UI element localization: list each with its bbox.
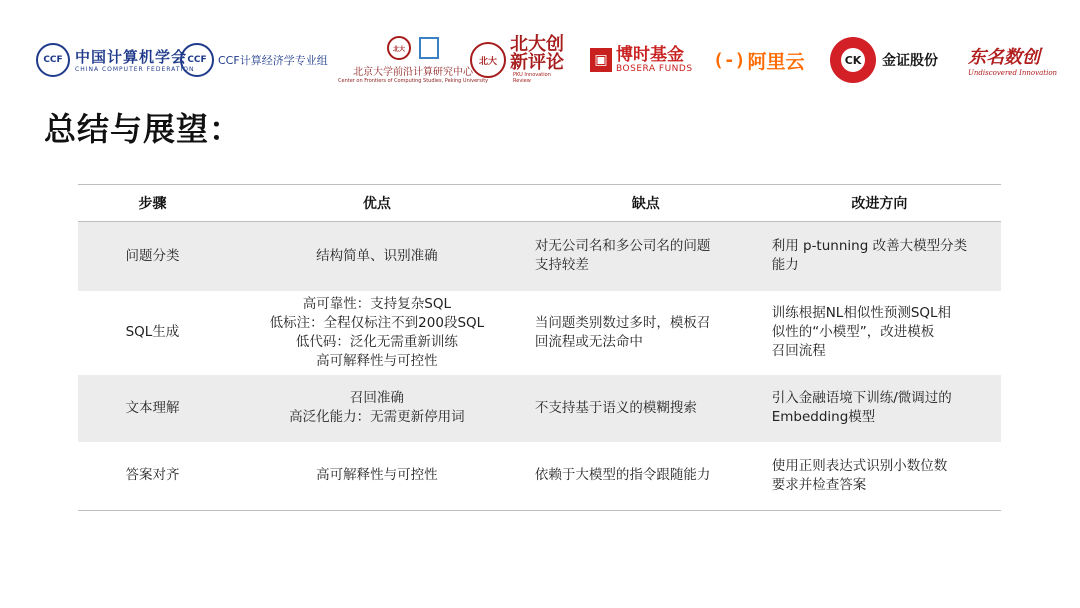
cell-step: 问题分类: [78, 222, 227, 291]
cell-cons: [527, 291, 766, 375]
bosera-logo: [590, 32, 693, 88]
pros-line: 低标注：全程仅标注不到200段SQL: [269, 314, 485, 331]
cell-improve: [766, 375, 1001, 442]
bosera-name: 博时基金: [616, 45, 684, 65]
cons-line: 回流程或无法命中: [534, 333, 643, 350]
ccfe-logo: [180, 32, 328, 88]
improve-line: 利用 p-tunning 改善大模型分类: [771, 238, 968, 255]
pros-line: 高可靠性：支持复杂SQL: [302, 295, 452, 312]
table-row: [78, 291, 1001, 375]
cell-pros: [227, 442, 527, 511]
pku-review-seal-icon: 北大: [470, 42, 506, 78]
pku-review-sub: PKU Innovation Review: [513, 72, 551, 84]
cons-line: 对无公司名和多公司名的问题: [534, 238, 711, 255]
cell-cons: [527, 442, 766, 511]
cons-line: 当问题类别数过多时，模板召: [534, 314, 711, 331]
aliyun-logo: [713, 32, 805, 88]
improve-line: Embedding模型: [771, 409, 876, 425]
cell-cons: [527, 222, 766, 291]
pros-line: 结构简单、识别准确: [316, 247, 438, 264]
jinzheng-mark-icon: CK: [830, 37, 876, 83]
ccfe-seal-icon: CCF: [180, 43, 214, 77]
pku-review-logo: [470, 32, 570, 88]
improve-line: 引入金融语境下训练/微调过的: [771, 390, 952, 406]
header-pros: 优点: [227, 185, 527, 222]
cell-step: 文本理解: [78, 375, 227, 442]
pku-frontier-logo: [338, 32, 488, 88]
cons-line: 不支持基于语义的模糊搜索: [534, 399, 697, 416]
improve-line: 使用正则表达式识别小数位数: [771, 457, 948, 474]
improve-line: 训练根据NL相似性预测SQL相: [771, 305, 952, 321]
pku-seal-icon: 北大: [387, 36, 411, 60]
ccf-logo: [36, 32, 194, 88]
aliyun-name: 阿里云: [747, 50, 805, 73]
aliyun-mark-icon: (-): [713, 49, 746, 71]
logo-strip: [30, 32, 1060, 92]
cell-step: 答案对齐: [78, 442, 227, 511]
cell-improve: [766, 442, 1001, 511]
ccfe-name: CCF计算经济学专业组: [218, 54, 328, 67]
pros-line: 高可解释性与可控性: [316, 467, 438, 484]
cell-cons: [527, 375, 766, 442]
cell-improve: [766, 291, 1001, 375]
bosera-mark-icon: ▣: [590, 48, 612, 72]
table-header-row: [78, 185, 1001, 222]
cell-step: SQL生成: [125, 324, 180, 340]
frontier-mark-icon: [419, 37, 439, 59]
cons-line: 支持较差: [534, 257, 589, 274]
cell-improve: [766, 222, 1001, 291]
improve-line: 似性的“小模型”，改进模板: [771, 324, 935, 340]
improve-line: 要求并检查答案: [771, 476, 867, 493]
cons-line: 依赖于大模型的指令跟随能力: [534, 467, 711, 484]
ccf-name: 中国计算机学会: [75, 47, 188, 66]
header-step: 步骤: [78, 185, 227, 222]
pku-review-name: 北大创新评论: [510, 34, 564, 73]
page-title: 总结与展望：: [44, 110, 243, 148]
ccf-sub: CHINA COMPUTER FEDERATION: [75, 65, 195, 73]
pros-line: 召回准确: [349, 390, 404, 406]
pros-line: 高可解释性与可控性: [316, 352, 438, 369]
pros-line: 低代码：泛化无需重新训练: [295, 333, 458, 350]
pku-frontier-sub: Center on Frontiers of Computing Studies, Peking University: [338, 78, 489, 84]
bosera-sub: BOSERA FUNDS: [616, 64, 693, 74]
ccf-seal-icon: CCF: [36, 43, 70, 77]
dongming-name: 东名数创: [968, 47, 1040, 68]
pku-frontier-name: 北京大学前沿计算研究中心: [353, 67, 474, 78]
jinzheng-name: 金证股份: [882, 53, 938, 69]
summary-table: [78, 184, 1001, 511]
dongming-logo: [968, 32, 1057, 88]
improve-line: 能力: [771, 257, 799, 274]
dongming-sub: Undiscovered Innovation: [968, 69, 1058, 77]
pros-line: 高泛化能力：无需更新停用词: [289, 409, 465, 425]
table-row: [78, 375, 1001, 442]
header-cons: 缺点: [527, 185, 766, 222]
jinzheng-logo: [830, 32, 938, 88]
cell-pros: [227, 222, 527, 291]
table-row: [78, 442, 1001, 511]
improve-line: 召回流程: [771, 343, 826, 359]
cell-pros: [227, 375, 527, 442]
cell-pros: [227, 291, 527, 375]
header-improve: 改进方向: [766, 185, 1001, 222]
table-row: [78, 222, 1001, 291]
